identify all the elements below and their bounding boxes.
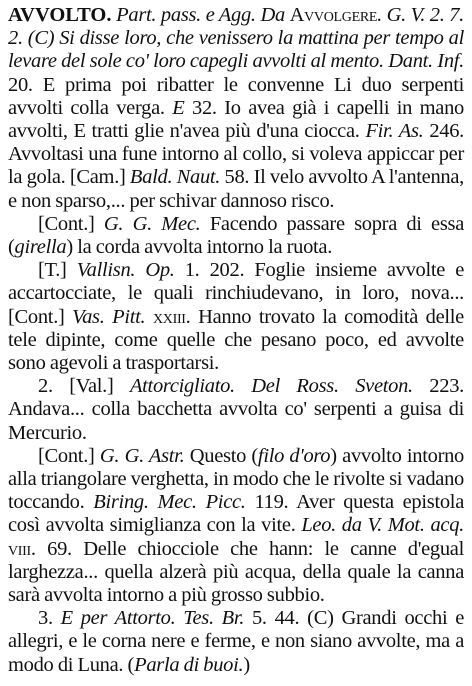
roman-numeral: xxiii bbox=[145, 305, 186, 328]
gloss-term: girella bbox=[14, 236, 67, 259]
citation-text: Facendo passare sopra di essa ( bbox=[8, 212, 464, 259]
grammar-note: Part. pass. e Agg. Da bbox=[111, 4, 290, 26]
citation-text: 5. 44. (C) Grandi occhi e allegri, e le corna nere e ferme, e non siano avvolte, ma a modo di Luna. ( bbox=[8, 607, 464, 676]
citation-text: 20. E prima poi ribatter le convenne Li duo serpenti avvolti colla verga. bbox=[8, 73, 464, 119]
citation-text: . Hanno trovato la comodità delle tele dipinte, come quelle che pesano poco, ed avvolte sono agevoli a trasportarsi. bbox=[8, 305, 464, 375]
sense-number: 3. bbox=[38, 607, 61, 630]
source-reference: Dant. Inf. bbox=[388, 50, 464, 73]
citation-text: . 69. Delle chiocciole che hann: le canne d'egual larghezza... quella alzerà più acqua, della quale la canna sarà avvolta intorno a più grosso subbio. bbox=[8, 537, 464, 607]
citation-text: 1. 202. Foglie insieme avvolte e accartocciate, le quali rinchiudevano, in loro, nova... [Cont.] bbox=[8, 259, 464, 328]
citation-paragraph bbox=[8, 445, 464, 607]
citation-text: 246. Avvoltasi una fune intorno al collo, si voleva appiccar per la gola. [Cam.] bbox=[8, 120, 464, 189]
citation-text: Questo ( bbox=[184, 444, 258, 467]
citation-paragraph bbox=[8, 213, 464, 259]
citation-text: 32. Io avea già i capelli in mano avvolti, E tratti glie n'avea più d'una ciocca. bbox=[8, 96, 464, 143]
roman-numeral: viii bbox=[8, 537, 31, 560]
source-reference: G. G. Astr. bbox=[99, 444, 185, 467]
source-reference: E bbox=[172, 96, 185, 119]
citation-text: 223. Andava... colla bacchetta avvolta co' serpenti a guisa di Mercurio. bbox=[8, 375, 464, 444]
editor-tag: [T.] bbox=[38, 259, 77, 282]
source-reference: Bald. Naut. bbox=[129, 166, 221, 189]
source-reference: Vallisn. Op. bbox=[76, 259, 175, 282]
sense-paragraph bbox=[8, 607, 464, 677]
citation-text: ) la corda avvolta intorno la ruota. bbox=[66, 236, 333, 259]
gloss-term: filo d'oro bbox=[257, 444, 331, 467]
sense-definition: Attorcigliato. Del Ross. Sveton. bbox=[129, 375, 413, 398]
source-reference: Biring. Mec. Picc. bbox=[93, 491, 246, 514]
editor-tag: [Cont.] bbox=[38, 444, 100, 467]
entry-definition-paragraph bbox=[8, 4, 464, 213]
source-reference: Leo. da V. Mot. acq. bbox=[301, 514, 464, 537]
sense-paragraph bbox=[8, 375, 464, 445]
citation-paragraph bbox=[8, 259, 464, 375]
source-reference: Vas. Pitt. bbox=[72, 305, 146, 328]
citation-text: . G. V. 2. 7. 2. (C) Si disse loro, che venissero la mattina per tempo al levare del sole co' loro capegli avvolti al mento. bbox=[8, 4, 464, 73]
entry-headword: AVVOLTO. bbox=[8, 4, 112, 26]
sense-definition: E per Attorto. Tes. Br. bbox=[60, 607, 245, 630]
sense-number: 2. [Val.] bbox=[38, 375, 130, 398]
citation-text: ) bbox=[243, 653, 250, 676]
root-word: Avvolgere bbox=[289, 4, 378, 26]
citation-text: 119. Aver questa epistola così avvolta simiglianza con la vite. bbox=[8, 491, 464, 537]
source-reference: Fir. As. bbox=[365, 120, 424, 143]
citation-text: 58. Il velo avvolto A l'antenna, e non sparso,... per schivar dannoso risco. bbox=[8, 166, 464, 212]
gloss-term: Parla di buoi. bbox=[134, 653, 244, 676]
citation-text: ) avvolto intorno alla triangolare verghetta, in modo che le rivolte si vadano toccando. bbox=[8, 444, 464, 514]
editor-tag: [Cont.] bbox=[38, 212, 104, 235]
source-reference: G. G. Mec. bbox=[103, 212, 201, 235]
